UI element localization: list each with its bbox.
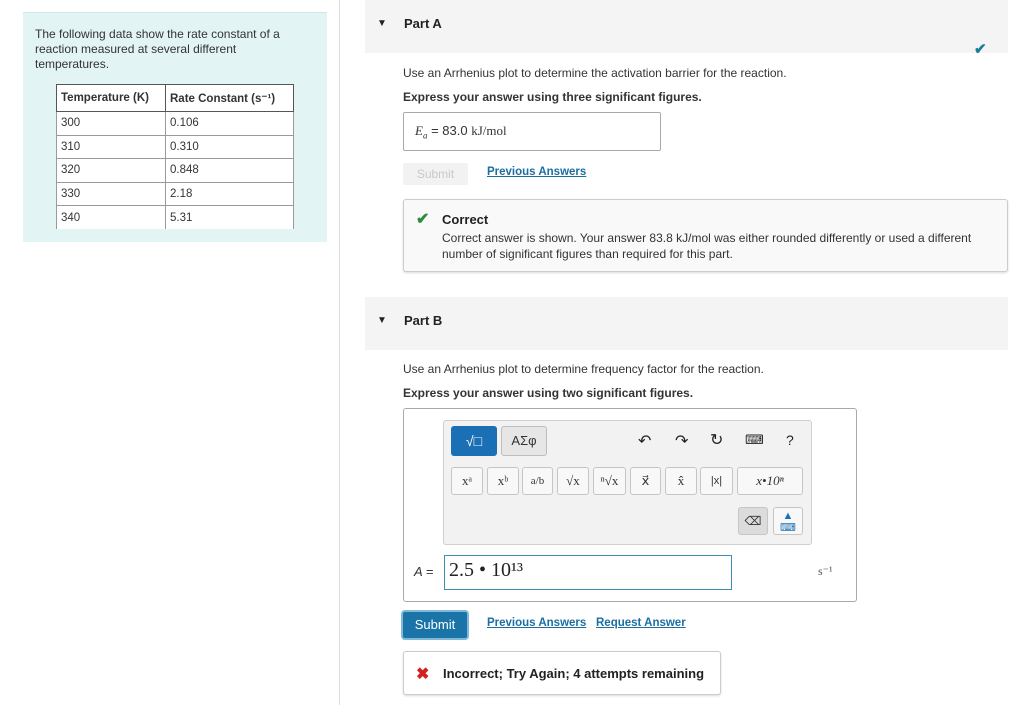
part-b-previous-answers-link[interactable]: Previous Answers — [487, 617, 587, 629]
table-header-row — [57, 85, 294, 112]
data-table — [56, 84, 294, 229]
table-cell: 330 — [57, 182, 166, 206]
collapse-triangle-icon[interactable]: ▼ — [377, 18, 387, 29]
unit-vector-button[interactable]: x̂ — [665, 467, 697, 495]
part-a-header[interactable] — [365, 0, 1008, 53]
table-row — [57, 182, 294, 206]
part-a-precision: Express your answer using three significant figures. — [403, 90, 702, 104]
table-row — [57, 159, 294, 183]
completed-check-icon: ✔ — [974, 41, 987, 58]
part-a-feedback — [403, 199, 1008, 272]
part-a-answer-field — [403, 112, 661, 151]
part-b-unit: s⁻¹ — [818, 564, 833, 578]
incorrect-x-icon: ✖ — [416, 666, 430, 683]
superscript-button[interactable]: xᵃ — [451, 467, 483, 495]
table-row — [57, 206, 294, 230]
nth-root-button[interactable]: ⁿ√x — [593, 467, 626, 495]
table-cell: 5.31 — [166, 206, 294, 230]
part-b-instruction: Use an Arrhenius plot to determine frequency factor for the reaction. — [403, 362, 764, 376]
part-a-submit-button[interactable]: Submit — [403, 163, 468, 185]
column-divider — [339, 0, 340, 705]
request-answer-link[interactable]: Request Answer — [596, 617, 686, 629]
undo-icon[interactable]: ↶ — [638, 433, 652, 450]
part-b-precision: Express your answer using two significant figures. — [403, 386, 694, 400]
table-cell: 0.848 — [166, 159, 294, 183]
table-cell: 0.106 — [166, 112, 294, 136]
part-b-variable-label: A = — [414, 564, 434, 579]
fraction-button[interactable]: a/b — [522, 467, 553, 495]
table-cell: 310 — [57, 135, 166, 159]
answer-unit: kJ/mol — [471, 123, 507, 138]
collapse-triangle-icon[interactable]: ▼ — [377, 315, 387, 326]
help-button[interactable]: ? — [786, 432, 794, 448]
table-cell: 0.310 — [166, 135, 294, 159]
part-b-header[interactable] — [365, 297, 1008, 350]
answer-value: 83.0 — [442, 123, 468, 138]
table-cell: 2.18 — [166, 182, 294, 206]
table-row — [57, 135, 294, 159]
problem-panel — [23, 12, 327, 242]
answer-variable: E — [415, 123, 423, 138]
redo-icon[interactable]: ↷ — [675, 433, 689, 450]
scientific-notation-button[interactable]: x•10ⁿ — [737, 467, 803, 495]
keyboard-toggle-icon[interactable]: ▲ ⌨ — [773, 507, 803, 535]
subscript-button[interactable]: xᵇ — [487, 467, 519, 495]
table-cell: 300 — [57, 112, 166, 136]
part-a-previous-answers-link[interactable]: Previous Answers — [487, 166, 587, 178]
column-header-rate-constant: Rate Constant (s⁻¹) — [166, 85, 294, 112]
keyboard-icon[interactable]: ⌨ — [745, 432, 764, 447]
table-cell: 340 — [57, 206, 166, 230]
part-a-instruction: Use an Arrhenius plot to determine the activation barrier for the reaction. — [403, 66, 787, 80]
absolute-value-button[interactable]: |x| — [700, 467, 733, 495]
answer-equals: = — [427, 123, 443, 138]
reset-icon[interactable]: ↻ — [710, 432, 724, 449]
part-b-feedback — [403, 651, 721, 695]
square-root-button[interactable]: √x — [557, 467, 589, 495]
answer-subscript: a — [422, 130, 428, 141]
feedback-body: Correct answer is shown. Your answer 83.8 kJ/mol was either rounded differently or used a different number of significant figures than required for this part. — [442, 231, 972, 261]
vector-button[interactable]: x⃗ — [630, 467, 661, 495]
problem-intro: The following data show the rate constant of a reaction measured at several different temperatures. — [35, 27, 280, 71]
table-cell: 320 — [57, 159, 166, 183]
feedback-message: Incorrect; Try Again; 4 attempts remaining — [443, 666, 705, 681]
column-header-temperature: Temperature (K) — [57, 85, 166, 112]
part-b-submit-button[interactable]: Submit — [403, 612, 467, 638]
math-mode-button[interactable]: √□ — [451, 426, 497, 456]
backspace-icon[interactable]: ⌫ — [738, 507, 768, 535]
feedback-title: Correct — [442, 212, 489, 227]
greek-mode-button[interactable]: ΑΣφ — [501, 426, 547, 456]
part-b-title: Part B — [404, 313, 443, 328]
table-row — [57, 112, 294, 136]
part-b-answer-input[interactable]: 2.5 • 10¹³ — [444, 555, 732, 590]
correct-check-icon: ✔ — [416, 211, 430, 228]
part-a-title: Part A — [404, 16, 442, 31]
